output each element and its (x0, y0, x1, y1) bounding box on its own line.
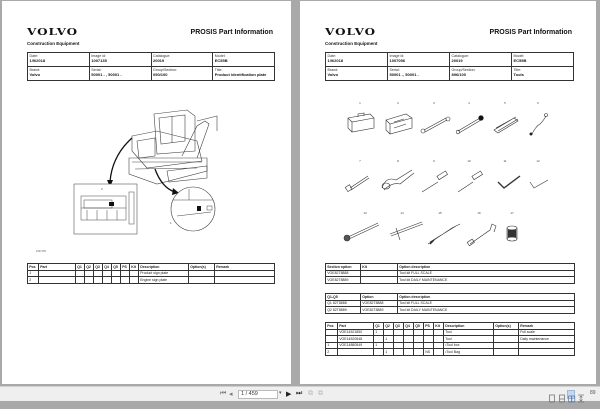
page-subtitle: Construction Equipment (27, 41, 80, 46)
catalogue-value: 20019 (153, 57, 165, 63)
table-header-row: Pos Part Q1 Q2 Q3 Q4 Q5 PS Kit Description Option(s) Remark (326, 323, 575, 330)
brand-label: Brand: (29, 67, 41, 72)
page-header-title: PROSIS Part Information (190, 29, 273, 36)
copy-page-icon[interactable]: ⧉ (308, 390, 313, 397)
page-subtitle: Construction Equipment (325, 41, 378, 46)
parts-table (27, 263, 275, 284)
serial-value: 50001 -, 50001 - (389, 71, 419, 77)
svg-text:11: 11 (503, 159, 507, 163)
date-label: Date: (29, 53, 39, 58)
page-2 (300, 1, 596, 384)
title-value: Tools (513, 71, 524, 77)
excavator-illustration (57, 96, 257, 246)
model-value: EC55B (214, 57, 228, 63)
prev-page-icon[interactable]: ◂ (229, 391, 233, 398)
figure-caption: 1007135 (36, 250, 46, 253)
table-header-row: Pos Part Q1 Q2 Q3 Q4 Q5 PS Kit Description Option(s) Remark (28, 264, 275, 271)
first-page-icon[interactable]: ⏮ (220, 390, 227, 397)
image-id-label: Image id: (91, 53, 107, 58)
svg-text:2: 2 (397, 101, 399, 105)
date-value: 1/9/2018 (327, 57, 344, 63)
q-option-table (325, 293, 575, 314)
page-number-input[interactable]: 1 / 459 (238, 390, 278, 399)
table-row: 2 1 NS •Tool Bag (326, 349, 575, 356)
group-label: Group/Section: (153, 67, 177, 72)
page-header-title: PROSIS Part Information (489, 29, 572, 36)
svg-text:13: 13 (363, 211, 367, 215)
date-label: Date: (327, 53, 337, 58)
svg-text:14: 14 (400, 211, 404, 215)
viewer-toolbar (0, 386, 600, 401)
table-header-row: Section option Kit Option description (326, 264, 575, 271)
catalogue-value: 20019 (451, 57, 463, 63)
brand-value: Volvo (29, 71, 41, 77)
svg-text:12: 12 (536, 159, 540, 163)
section-option-table (325, 263, 575, 284)
last-page-icon[interactable]: ⏭ (296, 390, 303, 397)
svg-text:15: 15 (438, 211, 442, 215)
svg-text:8: 8 (397, 159, 399, 163)
svg-text:16: 16 (477, 211, 481, 215)
svg-text:3: 3 (433, 101, 435, 105)
tools-illustration (330, 96, 570, 251)
table-row: 2 Engine sign plate (28, 277, 275, 284)
svg-text:2: 2 (101, 187, 103, 191)
table-row: VOE14521850 1 Tool Full scale (326, 329, 575, 336)
two-page-view-icon[interactable] (567, 390, 575, 399)
group-value: 896/100 (451, 71, 466, 77)
next-page-icon[interactable]: ▶ (286, 391, 292, 398)
table-row: 1 VOE14880549 1 •Tool box (326, 342, 575, 349)
brand-label: Brand: (327, 67, 339, 72)
model-label: Model: (513, 53, 525, 58)
catalogue-label: Catalogue: (451, 53, 469, 58)
group-value: 050/100 (153, 71, 168, 77)
table-row: VOE82T8889 Tool kit DAILY MAINTENANCE (326, 277, 575, 284)
svg-text:7: 7 (359, 159, 361, 163)
table-row: VOE82T8888 Tool kit FULL SCALE (326, 270, 575, 277)
continuous-view-icon[interactable] (558, 390, 566, 399)
svg-text:5: 5 (504, 101, 506, 105)
table-header-row: Q1-Q5 Option Option description (326, 294, 575, 301)
image-id-value: 1007056 (389, 57, 406, 63)
table-row: VOE14520548 1 Tool Daily maintenance (326, 336, 575, 343)
fit-width-icon[interactable] (577, 390, 585, 399)
title-label: Title: (214, 67, 223, 72)
svg-text:10: 10 (467, 159, 471, 163)
volvo-logo: VOLVO (27, 26, 79, 38)
model-label: Model: (214, 53, 226, 58)
parts-table (325, 322, 575, 356)
zoom-level[interactable]: 89 (590, 390, 596, 396)
svg-text:9: 9 (433, 159, 435, 163)
table-row: Q2 82T8889 VOE82T8889 Tool kit DAILY MAINTENANCE (326, 307, 575, 314)
title-value: Product identification plate (214, 71, 267, 77)
table-row: Q1 82T8888 VOE82T8888 Tool kit FULL SCALE (326, 300, 575, 307)
image-id-label: Image id: (389, 53, 405, 58)
date-value: 1/9/2018 (29, 57, 46, 63)
svg-text:17: 17 (510, 211, 514, 215)
svg-text:6: 6 (537, 101, 539, 105)
page-dropdown-icon[interactable]: ▾ (279, 390, 282, 396)
table-row: 1 Product sign plate (28, 270, 275, 277)
title-label: Title: (513, 67, 522, 72)
group-label: Group/Section: (451, 67, 476, 72)
serial-label: Serial: (389, 67, 400, 72)
svg-text:4: 4 (468, 101, 470, 105)
page-1 (2, 1, 291, 384)
svg-text:1: 1 (359, 101, 361, 105)
info-table (325, 52, 574, 81)
serial-label: Serial: (91, 67, 102, 72)
brand-value: Volvo (327, 71, 339, 77)
info-table (27, 52, 275, 81)
paste-page-icon[interactable]: ⧉ (318, 390, 323, 397)
catalogue-label: Catalogue: (153, 53, 171, 58)
serial-value: 50001 - , 50001 - (91, 71, 122, 77)
single-page-view-icon[interactable] (548, 390, 556, 399)
volvo-logo: VOLVO (325, 26, 377, 38)
svg-text:1: 1 (170, 221, 172, 225)
image-id-value: 1007135 (91, 57, 107, 63)
model-value: EC55B (513, 57, 527, 63)
